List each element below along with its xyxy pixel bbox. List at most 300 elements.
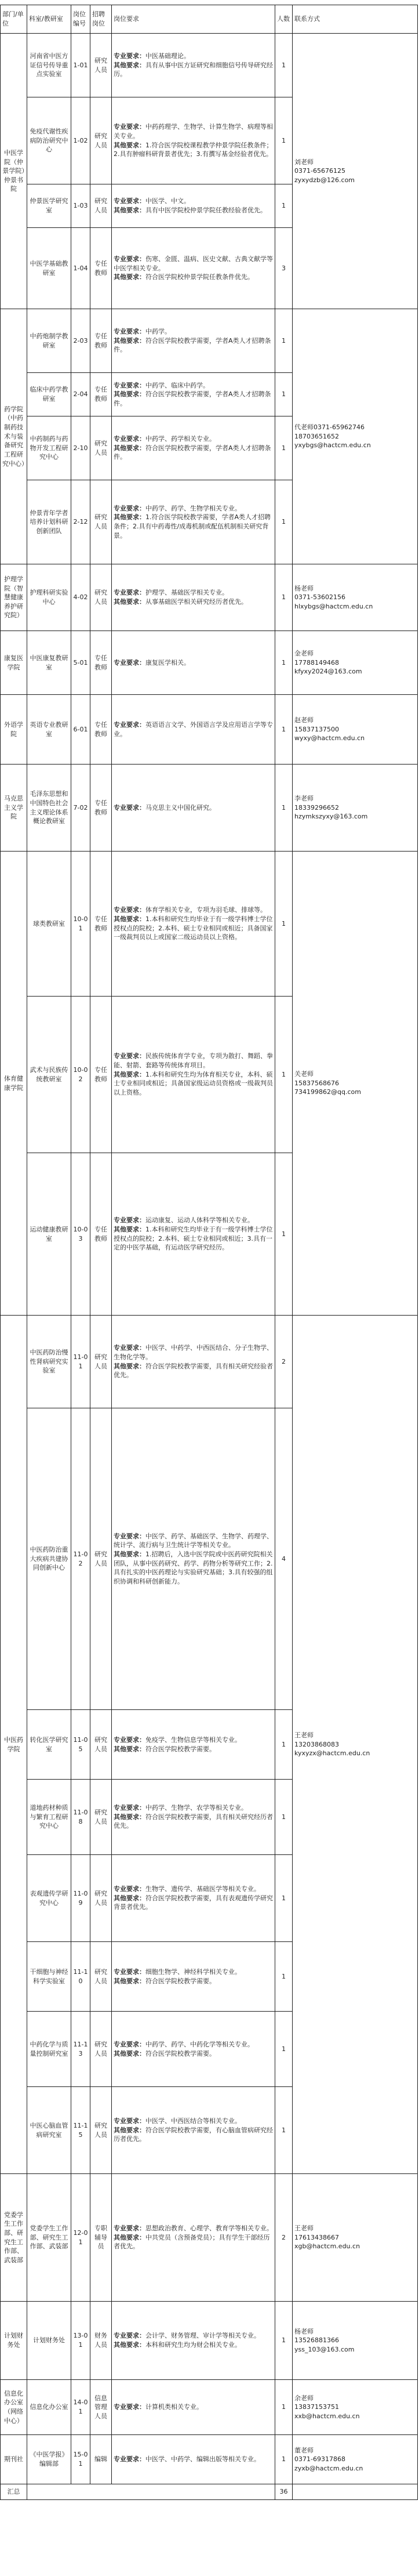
major-label: 专业要求： — [114, 803, 145, 811]
count-cell — [275, 309, 293, 373]
headcount: 1 — [282, 1070, 286, 1078]
position-category: 专任教师 — [94, 1066, 107, 1083]
contact-phone: 18339296652 — [294, 803, 339, 811]
headcount: 1 — [282, 518, 286, 526]
other-requirement — [114, 390, 273, 408]
major-requirement — [114, 122, 273, 140]
count-cell — [275, 373, 293, 416]
section-cell — [27, 184, 71, 228]
header-row — [1, 5, 418, 34]
code-cell — [71, 1153, 90, 1316]
position-code: 5-01 — [73, 658, 88, 666]
position-code: 11-10 — [73, 1968, 88, 1985]
headcount: 1 — [282, 2126, 286, 2134]
code-cell — [71, 2012, 90, 2087]
code-cell — [71, 631, 90, 695]
dept-name: 中医学院（仲景学院）仲景书院 — [2, 148, 25, 193]
other-text: 中共党员（含预备党员）；具有学生干部经历者优先。 — [114, 2233, 270, 2251]
count-cell — [275, 852, 293, 997]
other-requirement — [114, 2233, 273, 2251]
count-cell — [275, 2174, 293, 2302]
section-cell — [27, 97, 71, 184]
dept-name: 体育健康学院 — [4, 1074, 23, 1092]
category-cell — [90, 852, 112, 997]
table-row — [1, 765, 418, 852]
major-label: 专业要求： — [114, 2117, 145, 2125]
contact-phone: 0371-53602156 — [294, 593, 345, 602]
major-requirement — [114, 658, 273, 668]
code-cell — [71, 480, 90, 564]
count-cell — [275, 765, 293, 852]
dept-cell — [1, 1316, 27, 2174]
requirements-cell — [112, 97, 275, 184]
major-requirement — [114, 434, 273, 444]
headcount: 1 — [282, 1740, 286, 1748]
other-requirement — [114, 1362, 273, 1380]
category-cell — [90, 309, 112, 373]
section-cell — [27, 2435, 71, 2484]
major-text: 中医学、药学、基础医学、生物学、药理学、统计学、流行病与卫生统计学等相关专业。 — [114, 1532, 273, 1549]
other-label: 其他要求： — [114, 598, 145, 606]
major-label: 专业要求： — [114, 1968, 145, 1976]
major-requirement — [114, 2403, 273, 2412]
contact-cell — [293, 765, 418, 852]
major-label: 专业要求： — [114, 255, 145, 263]
count-cell — [275, 1153, 293, 1316]
position-category: 专任教师 — [94, 386, 107, 403]
category-cell — [90, 2380, 112, 2435]
major-text: 思想政治教育、心理学、教育学等相关专业。 — [145, 2224, 273, 2233]
section-name: 毛泽东思想和中国特色社会主义理论体系概论教研室 — [30, 790, 68, 825]
major-label: 专业要求： — [114, 197, 145, 205]
section-name: 中医康复教研室 — [30, 654, 68, 671]
count-cell — [275, 2435, 293, 2484]
other-requirement — [114, 1813, 273, 1831]
code-cell — [71, 416, 90, 480]
major-label: 专业要求： — [114, 2332, 145, 2340]
other-text: 符合医学院校教学需要，学者A类人才招聘条件。 — [114, 444, 271, 461]
dept-cell — [1, 765, 27, 852]
contact-cell — [293, 2174, 418, 2302]
other-label: 其他要求： — [114, 273, 145, 281]
other-label: 其他要求： — [114, 1070, 145, 1078]
table-row — [1, 34, 418, 97]
other-label: 其他要求： — [114, 141, 145, 149]
requirements-cell — [112, 564, 275, 631]
code-cell — [71, 1316, 90, 1408]
total-label-cell — [1, 2484, 27, 2500]
other-text: 符合医学院校教学需要，具有相关研究经验者优先。 — [114, 1362, 273, 1379]
dept-name: 计划财务处 — [4, 2332, 23, 2349]
other-requirement — [114, 141, 273, 159]
other-label: 其他要求： — [114, 1362, 145, 1370]
position-code: 15-01 — [73, 2451, 88, 2468]
major-text: 体育学相关专业，专项为羽毛球、排球等。 — [145, 906, 267, 914]
section-name: 《中医学报》编辑部 — [30, 2451, 68, 2468]
major-text: 中医学、中药学、编辑出版等相关专业。 — [145, 2455, 260, 2463]
major-text: 民族传统体育学专业，专项为散打、舞蹈、拳能、射箭、套路等传统体育项目。 — [114, 1052, 273, 1070]
other-requirement — [114, 1977, 273, 1986]
requirements-cell — [112, 852, 275, 997]
other-requirement — [114, 61, 273, 79]
position-code: 12-01 — [73, 2229, 88, 2246]
position-category: 研究人员 — [94, 1736, 107, 1753]
total-count-cell — [275, 2484, 293, 2500]
category-cell — [90, 228, 112, 309]
requirements-cell — [112, 416, 275, 480]
category-cell — [90, 1942, 112, 2012]
requirements-cell — [112, 1153, 275, 1316]
major-label: 专业要求： — [114, 906, 145, 914]
other-text: 1.本科和研究生均毕业于有一级学科博士学位授权点的院校；2.本科、硕士专业相同或相近；3.具有一定的中医学基础，有运动医学研究经历。 — [114, 1225, 273, 1252]
table-row — [1, 2174, 418, 2302]
total-spacer-cell — [27, 2484, 275, 2500]
other-label: 其他要求： — [114, 1894, 145, 1902]
position-code: 6-01 — [73, 725, 88, 733]
section-cell — [27, 1408, 71, 1710]
contact-name: 王老师 — [294, 2224, 314, 2233]
total-count: 36 — [279, 2488, 288, 2496]
section-cell — [27, 1710, 71, 1780]
major-text: 运动康复、运动人体科学等相关专业。 — [145, 1216, 254, 1224]
other-requirement — [114, 2340, 273, 2350]
major-label: 专业要求： — [114, 52, 145, 60]
other-text: 1.本科和研究生均为体育相关专业，本科、硕士专业相同或相近；具备国家级运动员资格或一级裁判员以上资格。 — [114, 1070, 273, 1096]
other-label: 其他要求： — [114, 1977, 145, 1985]
count-cell — [275, 1942, 293, 2012]
major-requirement — [114, 1968, 273, 1977]
count-cell — [275, 2012, 293, 2087]
headcount: 1 — [282, 593, 286, 602]
headcount: 1 — [282, 336, 286, 345]
headcount: 1 — [282, 725, 286, 733]
headcount: 1 — [282, 803, 286, 811]
requirements-cell — [112, 2174, 275, 2302]
major-requirement — [114, 1343, 273, 1361]
other-text: 1.符合医学院校课程教学仲景学院任教条件；2.具有肿瘤科研背景者优先；3.有撰写基金经验者优先。 — [114, 141, 273, 158]
contact-cell — [293, 695, 418, 765]
other-label: 其他要求： — [114, 1745, 145, 1753]
major-text: 计算机类相关专业。 — [145, 2403, 203, 2411]
category-cell — [90, 416, 112, 480]
other-label: 其他要求： — [114, 1813, 145, 1821]
code-cell — [71, 2380, 90, 2435]
major-text: 中药学、临床中药学。 — [145, 381, 209, 389]
contact-cell — [293, 309, 418, 564]
dept-name: 药学院（中药制药技术与装备研究工程研究中心） — [2, 405, 28, 468]
section-name: 中医心脑血管病研究室 — [30, 2121, 68, 2139]
category-cell — [90, 564, 112, 631]
other-text: 符合医学院校教学需要。 — [145, 1977, 216, 1985]
major-label: 专业要求： — [114, 328, 145, 336]
section-cell — [27, 564, 71, 631]
headcount: 1 — [282, 1972, 286, 1980]
other-requirement — [114, 1550, 273, 1586]
position-category: 专任教师 — [94, 720, 107, 738]
count-cell — [275, 695, 293, 765]
other-text: 具有从事中医方证研究和细胞信号传导研究经历。 — [114, 61, 273, 78]
other-text: 符合医学院校教学需要。 — [145, 2049, 216, 2057]
section-name: 中医药防治重大疾病共建协同创新中心 — [30, 1546, 68, 1572]
total-row — [1, 2484, 418, 2500]
section-cell — [27, 997, 71, 1153]
major-text: 康复医学相关。 — [145, 658, 190, 666]
position-category: 研究人员 — [94, 1550, 107, 1567]
other-requirement — [114, 206, 273, 215]
category-cell — [90, 1316, 112, 1408]
headcount: 3 — [282, 264, 286, 272]
other-text: 1.招聘后，入选中医学院或中医药研究院相关团队，从事中医药研究、药学、药物分析等研究工作；2.具有扎实的中医药理论与实验研究基础；3.具有较强的组织协调和科研创新能力。 — [114, 1550, 273, 1585]
count-cell — [275, 1710, 293, 1780]
major-text: 中医学、中药学、中西医结合、分子生物学、生物化学等。 — [114, 1344, 273, 1361]
dept-cell — [1, 2435, 27, 2484]
other-label: 其他要求： — [114, 513, 145, 521]
other-label: 其他要求： — [114, 336, 145, 345]
section-name: 球类教研室 — [33, 919, 65, 927]
position-code: 1-04 — [73, 264, 88, 272]
section-cell — [27, 2174, 71, 2302]
position-code: 7-02 — [73, 803, 88, 811]
category-cell — [90, 2302, 112, 2380]
count-cell — [275, 1780, 293, 1855]
total-label: 汇总 — [7, 2488, 20, 2496]
table-row — [1, 695, 418, 765]
requirements-cell — [112, 34, 275, 97]
contact-name: 关老师 — [294, 1070, 314, 1078]
major-text: 中医学、中文。 — [145, 197, 190, 205]
headcount: 1 — [282, 919, 286, 927]
major-text: 中药学。 — [145, 328, 171, 336]
major-text: 护理学、基础医学相关专业。 — [145, 589, 228, 597]
position-category: 专任教师 — [94, 915, 107, 932]
position-code: 2-12 — [73, 518, 88, 526]
dept-cell — [1, 2380, 27, 2435]
section-name: 运动健康教研室 — [30, 1225, 68, 1242]
category-cell — [90, 480, 112, 564]
contact-name: 董老师 — [294, 2446, 314, 2454]
major-label: 专业要求： — [114, 504, 145, 512]
major-text: 细胞生物学、神经科学相关专业。 — [145, 1968, 241, 1976]
position-code: 10-01 — [73, 915, 88, 932]
other-text: 符合医学院校教学需要，学者A类人才招聘条件。 — [114, 390, 271, 407]
major-text: 中药学、药学相关专业。 — [145, 435, 216, 443]
other-requirement — [114, 273, 273, 282]
major-label: 专业要求： — [114, 435, 145, 443]
code-cell — [71, 1942, 90, 2012]
category-cell — [90, 695, 112, 765]
position-code: 10-02 — [73, 1066, 88, 1083]
headcount: 2 — [282, 1357, 286, 1365]
headcount: 1 — [282, 2455, 286, 2463]
major-requirement — [114, 381, 273, 390]
code-cell — [71, 1408, 90, 1710]
headcount: 2 — [282, 2233, 286, 2241]
position-code: 11-08 — [73, 1808, 88, 1825]
position-category: 专任教师 — [94, 259, 107, 277]
category-cell — [90, 2087, 112, 2174]
category-cell — [90, 765, 112, 852]
requirements-cell — [112, 765, 275, 852]
requirements-cell — [112, 1942, 275, 2012]
dept-name: 期刊社 — [4, 2455, 23, 2463]
header-contact: 联系方式 — [293, 5, 418, 34]
dept-name: 中医药学院 — [4, 1736, 23, 1753]
section-cell — [27, 1780, 71, 1855]
requirements-cell — [112, 184, 275, 228]
section-cell — [27, 2087, 71, 2174]
position-code: 2-03 — [73, 336, 88, 345]
major-requirement — [114, 905, 273, 915]
major-text: 免疫学、生物信息学等相关专业。 — [145, 1736, 241, 1744]
count-cell — [275, 2087, 293, 2174]
major-text: 中药学、药学、中药化学等相关专业。 — [145, 2040, 254, 2048]
table-row — [1, 1316, 418, 1408]
contact-email: zyxydzb@126.com — [294, 176, 355, 184]
requirements-cell — [112, 2435, 275, 2484]
section-cell — [27, 309, 71, 373]
other-text: 符合医学院校教学需要，具有表观遗传学研究背景者优先。 — [114, 1894, 273, 1911]
other-label: 其他要求： — [114, 2233, 145, 2241]
section-cell — [27, 1942, 71, 2012]
position-code: 4-02 — [73, 593, 88, 602]
other-label: 其他要求： — [114, 1225, 145, 1233]
major-label: 专业要求： — [114, 1885, 145, 1893]
major-requirement — [114, 1736, 273, 1745]
requirements-cell — [112, 1780, 275, 1855]
major-text: 英语语言文学、外国语言学及应用语言学等专业。 — [114, 720, 273, 738]
position-category: 专职辅导员 — [94, 2224, 107, 2251]
dept-name: 康复医学院 — [4, 654, 23, 671]
header-category: 招聘岗位 — [90, 5, 112, 34]
section-cell — [27, 765, 71, 852]
code-cell — [71, 2174, 90, 2302]
contact-email: 734199862@qq.com — [294, 1088, 361, 1096]
major-label: 专业要求： — [114, 589, 145, 597]
contact-phone: 0371-69317868 — [294, 2455, 345, 2463]
major-label: 专业要求： — [114, 720, 145, 729]
contact-email: xgb@hactcm.edu.cn — [294, 2242, 360, 2251]
major-label: 专业要求： — [114, 2224, 145, 2233]
section-cell — [27, 1153, 71, 1316]
code-cell — [71, 373, 90, 416]
other-label: 其他要求： — [114, 206, 145, 214]
major-requirement — [114, 1803, 273, 1813]
headcount: 1 — [282, 390, 286, 398]
contact-email: yxybgs@hactcm.edu.cn — [294, 441, 371, 450]
section-cell — [27, 34, 71, 97]
headcount: 1 — [282, 1230, 286, 1238]
code-cell — [71, 228, 90, 309]
section-cell — [27, 695, 71, 765]
dept-cell — [1, 34, 27, 309]
major-requirement — [114, 2455, 273, 2464]
header-code: 岗位编号 — [71, 5, 90, 34]
section-cell — [27, 373, 71, 416]
category-cell — [90, 1710, 112, 1780]
code-cell — [71, 1855, 90, 1942]
major-text: 中医基础理论。 — [145, 52, 190, 60]
section-cell — [27, 631, 71, 695]
other-requirement — [114, 513, 273, 540]
contact-cell — [293, 2435, 418, 2484]
requirements-cell — [112, 1855, 275, 1942]
major-text: 中医学、中西医结合等相关专业。 — [145, 2117, 241, 2125]
position-code: 10-03 — [73, 1225, 88, 1242]
contact-email: hlxybgs@hactcm.edu.cn — [294, 602, 373, 610]
category-cell — [90, 97, 112, 184]
dept-name: 马克思主义学院 — [4, 795, 23, 821]
requirements-cell — [112, 2380, 275, 2435]
contact-phone: 13526881366 — [294, 2336, 339, 2345]
section-cell — [27, 2012, 71, 2087]
other-requirement — [114, 1225, 273, 1252]
position-code: 11-01 — [73, 1353, 88, 1370]
contact-name: 赵老师 — [294, 716, 314, 724]
section-name: 仲景青年学者培养计划科研创新团队 — [30, 509, 68, 535]
headcount: 1 — [282, 444, 286, 452]
headcount: 4 — [282, 1555, 286, 1563]
section-name: 中药炮制学教研室 — [30, 332, 68, 349]
header-section: 科室/教研室 — [27, 5, 71, 34]
section-name: 中药制药与药物开发工程研究中心 — [30, 435, 68, 461]
major-text: 中药学、生物学、农学等相关专业。 — [145, 1804, 247, 1812]
major-requirement — [114, 803, 273, 813]
position-category: 研究人员 — [94, 132, 107, 149]
code-cell — [71, 997, 90, 1153]
position-code: 11-13 — [73, 2040, 88, 2057]
dept-name: 外语学院 — [4, 720, 23, 738]
major-label: 专业要求： — [114, 2455, 145, 2463]
dept-cell — [1, 2174, 27, 2302]
contact-name: 刘老师 — [294, 158, 314, 166]
table-row — [1, 309, 418, 373]
major-requirement — [114, 1885, 273, 1894]
section-name: 表观遗传学研究中心 — [30, 1889, 68, 1907]
position-category: 信息管理人员 — [94, 2394, 107, 2420]
major-label: 专业要求： — [114, 2040, 145, 2048]
contact-cell — [293, 564, 418, 631]
requirements-cell — [112, 373, 275, 416]
other-requirement — [114, 2126, 273, 2144]
position-category: 研究人员 — [94, 2040, 107, 2057]
other-label: 其他要求： — [114, 2341, 145, 2349]
contact-cell — [293, 2380, 418, 2435]
code-cell — [71, 1780, 90, 1855]
requirements-cell — [112, 2087, 275, 2174]
header-position: 岗位要求 — [112, 5, 275, 34]
section-name: 中医药防治慢性肾病研究实验室 — [30, 1349, 68, 1375]
other-requirement — [114, 2049, 273, 2059]
headcount: 1 — [282, 202, 286, 210]
other-text: 符合医学院校教学需要。 — [145, 1745, 216, 1753]
contact-name: 王老师 — [294, 1731, 314, 1740]
section-name: 党委学生工作部、研究生工作部、武装部 — [30, 2224, 68, 2251]
contact-name: 杨老师 — [294, 584, 314, 592]
other-text: 符合医学院校教学需要，具有相关研究经历者优先。 — [114, 1813, 273, 1830]
position-category: 研究人员 — [94, 439, 107, 456]
category-cell — [90, 2174, 112, 2302]
position-category: 专任教师 — [94, 332, 107, 349]
position-category: 研究人员 — [94, 1968, 107, 1985]
table-row — [1, 852, 418, 997]
other-requirement — [114, 915, 273, 942]
section-name: 仲景医学研究室 — [30, 197, 68, 214]
code-cell — [71, 309, 90, 373]
headcount: 1 — [282, 1813, 286, 1821]
section-name: 护理科研实验中心 — [30, 589, 68, 606]
position-category: 研究人员 — [94, 589, 107, 606]
position-code: 1-03 — [73, 202, 88, 210]
